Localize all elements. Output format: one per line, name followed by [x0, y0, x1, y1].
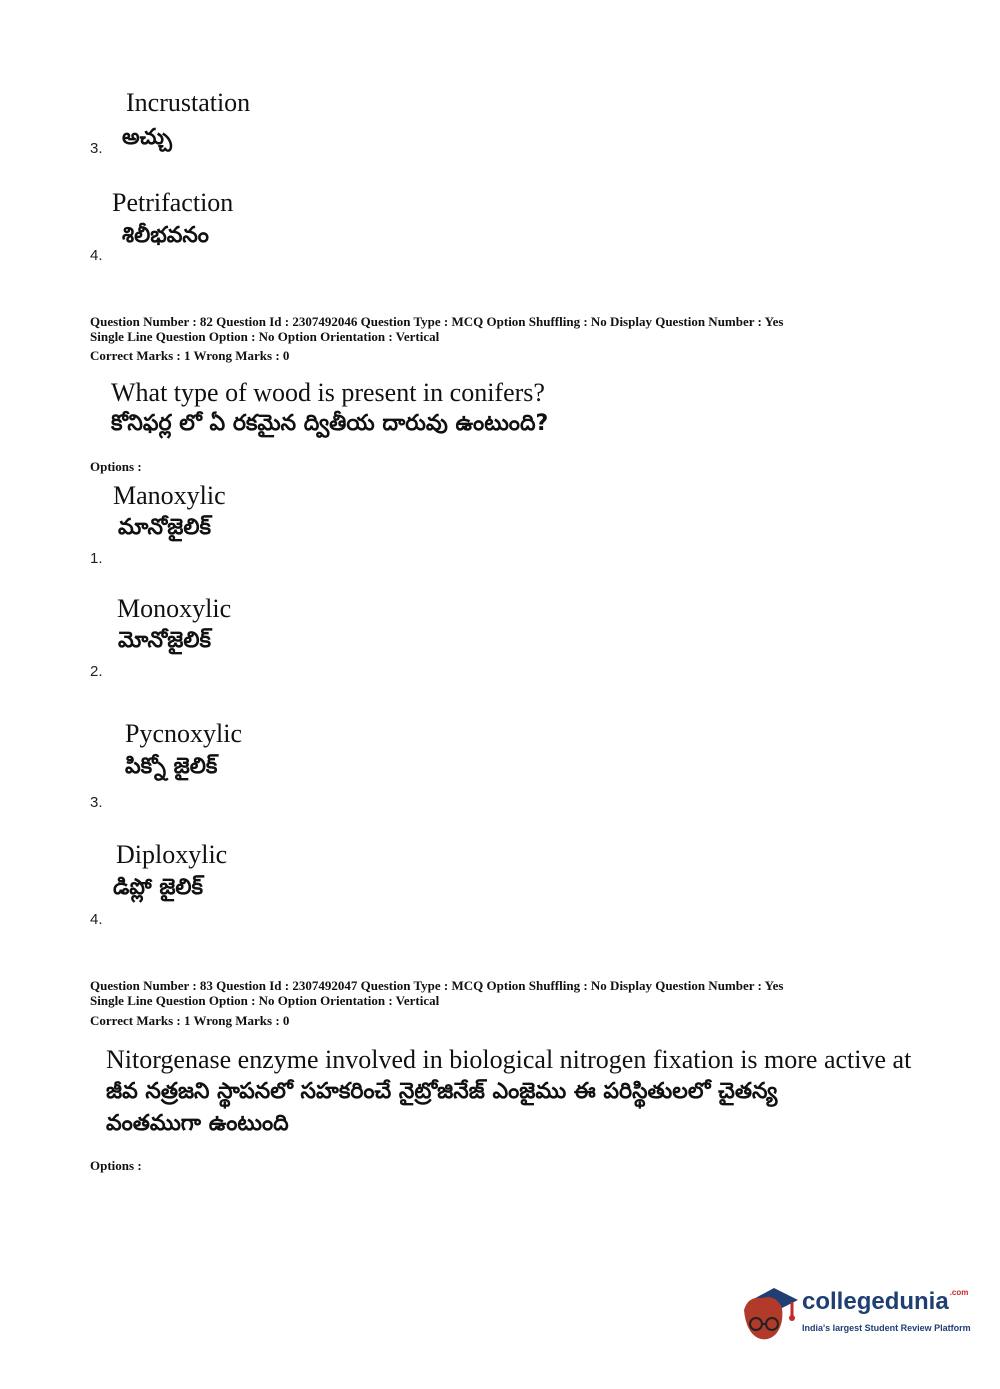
q83-options-label: Options : — [90, 1158, 142, 1173]
logo-mascot-icon — [740, 1280, 800, 1346]
collegedunia-logo — [740, 1280, 970, 1350]
q83-question-telugu-line2: వంతముగా ఉంటుంది — [106, 1111, 289, 1136]
logo-suffix: .com — [949, 1288, 969, 1297]
option-4-telugu: శిలీభవనం — [122, 223, 209, 248]
option-3-telugu: అచ్చు — [122, 125, 172, 150]
q83-question-english: Nitorgenase enzyme involved in biological nitrogen fixation is more active at — [106, 1045, 912, 1074]
q82-meta-line2: Single Line Question Option : No Option Orientation : Vertical — [90, 329, 440, 344]
q83-marks: Correct Marks : 1 Wrong Marks : 0 — [90, 1013, 290, 1028]
q82-meta-line1: Question Number : 82 Question Id : 2307492046 Question Type : MCQ Option Shuffling : No Display Question Number : Yes — [90, 314, 784, 329]
q82-option-4-english: Diploxylic — [116, 840, 228, 869]
q83-meta-line1: Question Number : 83 Question Id : 2307492047 Question Type : MCQ Option Shuffling : No Display Question Number : Yes — [90, 978, 784, 993]
q82-option-4-number: 4. — [90, 911, 103, 928]
q82-option-2-number: 2. — [90, 663, 103, 680]
q82-option-3-english: Pycnoxylic — [125, 719, 242, 748]
q82-option-1-telugu: మానోజైలిక్ — [118, 515, 211, 540]
q82-option-3-telugu: పిక్నో జైలిక్ — [125, 754, 218, 779]
logo-wordmark — [802, 1288, 968, 1316]
q83-question-telugu-line1: జీవ నత్రజని స్థాపనలో సహకరించే నైట్రోజినేజ్ ఎంజైము ఈ పరిస్థితులలో చైతన్య — [106, 1079, 778, 1104]
option-4-number: 4. — [90, 247, 103, 264]
q83-meta-line2: Single Line Question Option : No Option Orientation : Vertical — [90, 993, 440, 1008]
q82-marks: Correct Marks : 1 Wrong Marks : 0 — [90, 348, 290, 363]
q82-option-2-telugu: మోనోజైలిక్ — [118, 628, 211, 653]
option-3-english: Incrustation — [126, 88, 251, 117]
q82-question-telugu: కోనిఫర్ల లో ఏ రకమైన ద్వితీయ దారువు ఉంటుంది? — [111, 411, 549, 436]
q82-option-2-english: Monoxylic — [117, 594, 232, 623]
q82-option-1-english: Manoxylic — [113, 481, 226, 510]
logo-name: collegedunia — [802, 1288, 949, 1315]
q82-question-english: What type of wood is present in conifers? — [111, 378, 545, 407]
q82-option-3-number: 3. — [90, 794, 103, 811]
option-4-english: Petrifaction — [112, 188, 234, 217]
option-3-number: 3. — [90, 140, 103, 157]
q82-option-1-number: 1. — [90, 550, 103, 567]
logo-tagline: India's largest Student Review Platform — [802, 1323, 971, 1333]
q82-options-label: Options : — [90, 459, 142, 474]
q82-option-4-telugu: డిప్లో జైలిక్ — [113, 875, 204, 900]
